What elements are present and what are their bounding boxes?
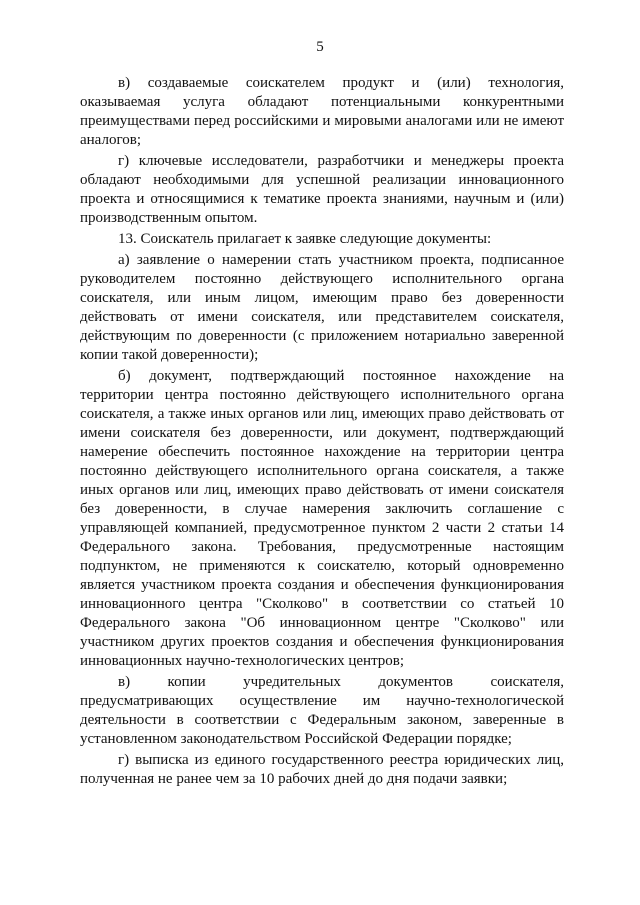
page-number: 5: [316, 39, 324, 55]
paragraph-section-13: 13. Соискатель прилагает к заявке следующие документы:: [118, 231, 492, 247]
paragraph-criterion-g: г) ключевые исследователи, разработчики и менеджеры проекта обладают необходимыми для успешной реализации инновационного проекта и относящимися к тематике проекта знаниями, научным и (или) производственным опытом.: [80, 153, 564, 226]
paragraph-document-g: г) выписка из единого государственного реестра юридических лиц, полученная не ранее чем за 10 рабочих дней до дня подачи заявки;: [80, 752, 564, 787]
paragraph-document-v: в) копии учредительных документов соискателя, предусматривающих осуществление им научно-технологической деятельности в соответствии с Федеральным законом, заверенные в установленном законодательством Российской Федерации порядке;: [80, 674, 564, 747]
paragraph-criterion-v: в) создаваемые соискателем продукт и (или) технология, оказываемая услуга обладают потенциальными конкурентными преимуществами перед российскими и мировыми аналогами или не имеют аналогов;: [80, 75, 564, 148]
paragraph-document-a: а) заявление о намерении стать участником проекта, подписанное руководителем постоянно действующего исполнительного органа соискателя, или иным лицом, имеющим право без доверенности действовать от имени соискателя, или представителем соискателя, действующим по доверенности (с приложением нотариально заверенной копии такой доверенности);: [80, 252, 564, 363]
document-body: [80, 74, 564, 789]
paragraph-document-b: б) документ, подтверждающий постоянное нахождение на территории центра постоянно действующего исполнительного органа соискателя, а также иных органов или лиц, имеющих право действовать от имени соискателя без доверенности, или документ, подтверждающий намерение обеспечить постоянное нахождение на территории центра постоянно действующего исполнительного органа соискателя, а также иных органов или лиц, имеющих право действовать от имени соискателя без доверенности, в случае намерения заключить соглашение с управляющей компанией, предусмотренное пунктом 2 части 2 статьи 14 Федерального закона. Требования, предусмотренные настоящим подпунктом, не применяются к соискателю, который одновременно является участником проекта создания и обеспечения функционирования инновационного центра "Сколково" в соответствии со статьей 10 Федерального закона "Об инновационном центре "Сколково" или участником других проектов создания и обеспечения функционирования инновационных научно-технологических центров;: [80, 368, 564, 669]
